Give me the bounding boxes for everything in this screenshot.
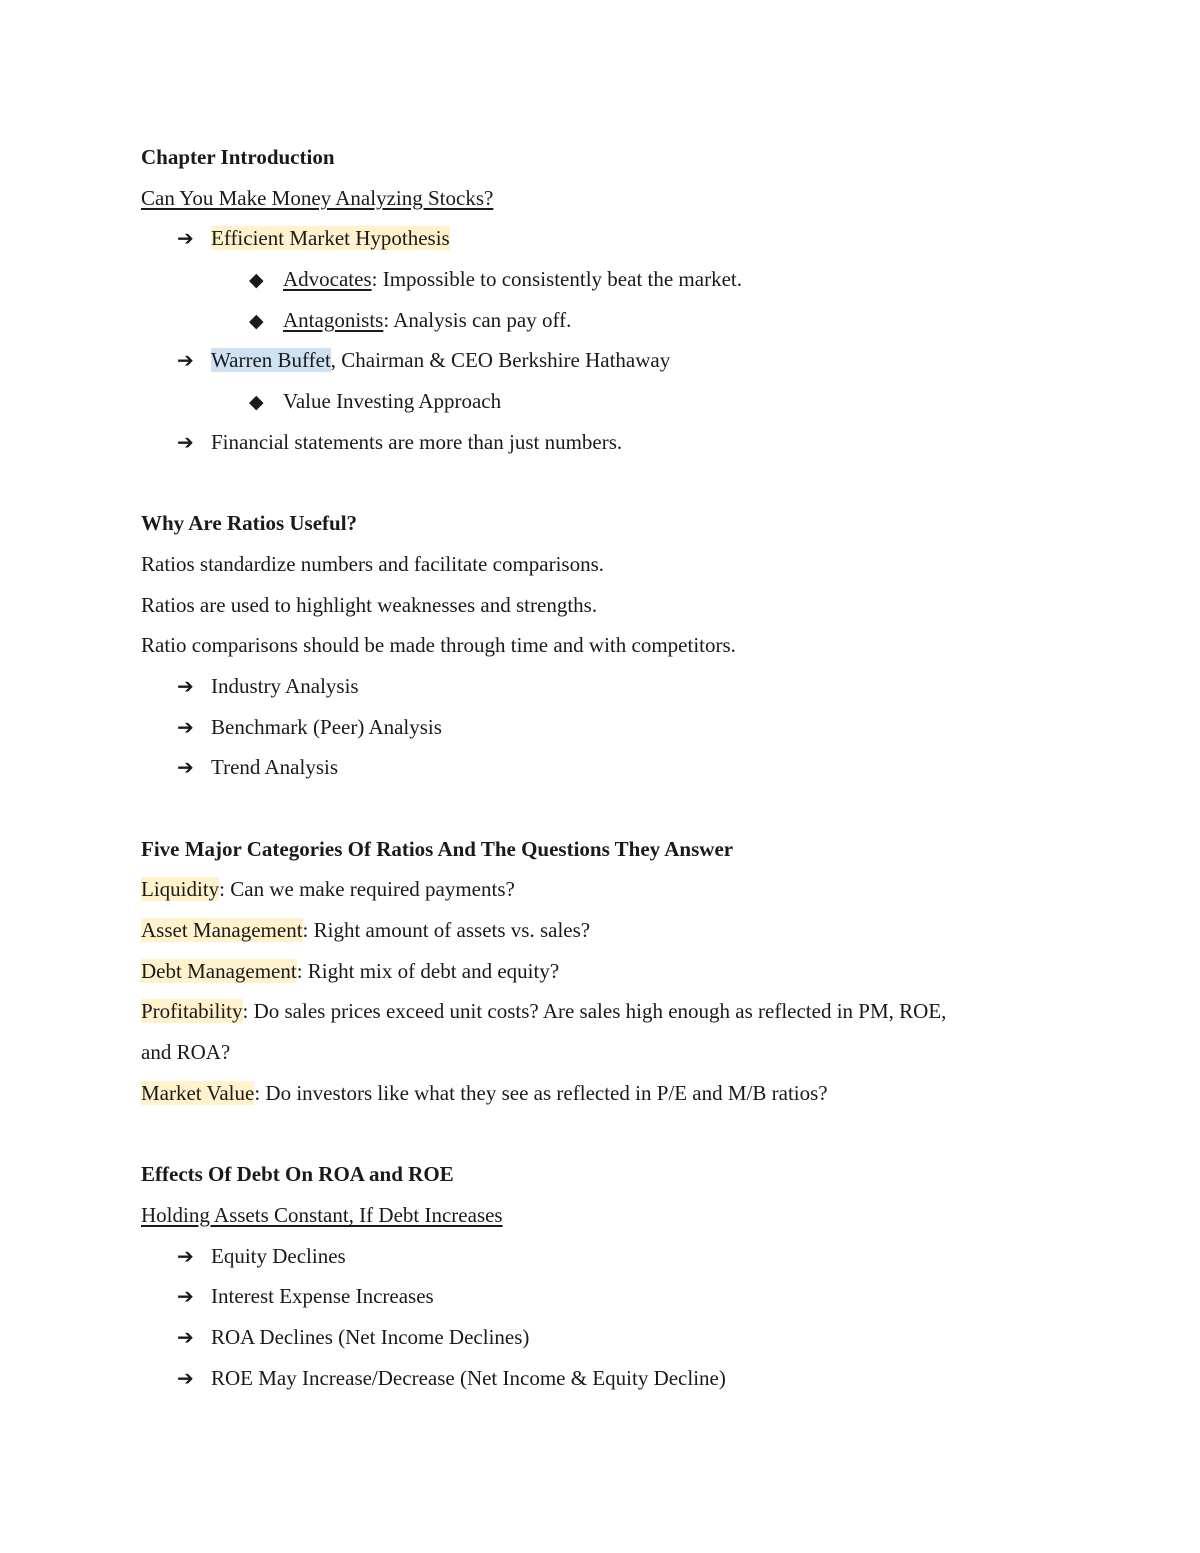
subheading-make-money: Can You Make Money Analyzing Stocks? [141, 185, 494, 210]
diamond-bullet-icon: ◆ [249, 391, 264, 414]
subheading-holding-assets: Holding Assets Constant, If Debt Increases [141, 1202, 503, 1227]
item-text: Value Investing Approach [283, 389, 502, 414]
item-text: : Can we make required payments? [219, 877, 515, 902]
list-item [141, 747, 1071, 788]
list-item [141, 666, 1071, 707]
highlighted-term: Asset Management [141, 918, 303, 943]
spacer [141, 463, 1071, 504]
right-arrow-icon: ➔ [177, 1243, 194, 1268]
right-arrow-icon: ➔ [177, 348, 194, 373]
paragraph: Ratio comparisons should be made through time and with competitors. [141, 633, 736, 658]
right-arrow-icon: ➔ [177, 1365, 194, 1390]
item-text: : Impossible to consistently beat the market. [371, 267, 742, 292]
highlighted-term: Warren Buffet [211, 348, 331, 373]
category-row [141, 910, 1071, 951]
list-item [141, 381, 1071, 422]
term-advocates: Advocates [283, 267, 372, 292]
diamond-bullet-icon: ◆ [249, 309, 264, 332]
list-item [141, 707, 1071, 748]
item-text: Interest Expense Increases [211, 1284, 434, 1309]
list-item [141, 300, 1071, 341]
category-row-continuation: and ROA? [141, 1040, 231, 1065]
list-item [141, 218, 1071, 259]
right-arrow-icon: ➔ [177, 1284, 194, 1309]
item-text: Financial statements are more than just numbers. [211, 429, 623, 454]
spacer [141, 1114, 1071, 1155]
category-row [141, 991, 1071, 1032]
item-text: : Right amount of assets vs. sales? [302, 918, 591, 943]
right-arrow-icon: ➔ [177, 226, 194, 251]
section-heading-five-categories: Five Major Categories Of Ratios And The Questions They Answer [141, 836, 734, 861]
category-row [141, 951, 1071, 992]
highlighted-term: Profitability [141, 999, 243, 1024]
item-text: Industry Analysis [211, 673, 359, 698]
paragraph: Ratios are used to highlight weaknesses and strengths. [141, 592, 598, 617]
document-body [141, 137, 1071, 1398]
list-item [141, 1276, 1071, 1317]
list-item [141, 1236, 1071, 1277]
term-antagonists: Antagonists [283, 307, 384, 332]
section-heading-chapter-introduction: Chapter Introduction [141, 145, 335, 169]
category-row [141, 1073, 1071, 1114]
category-row [141, 869, 1071, 910]
item-text: ROA Declines (Net Income Declines) [211, 1324, 530, 1349]
right-arrow-icon: ➔ [177, 755, 194, 780]
list-item [141, 340, 1071, 381]
list-item [141, 259, 1071, 300]
right-arrow-icon: ➔ [177, 673, 194, 698]
right-arrow-icon: ➔ [177, 1324, 194, 1349]
list-item [141, 422, 1071, 463]
highlighted-term: Efficient Market Hypothesis [211, 226, 450, 251]
item-text: Trend Analysis [211, 755, 338, 780]
section-heading-ratios-useful: Why Are Ratios Useful? [141, 511, 358, 536]
highlighted-term: Liquidity [141, 877, 220, 902]
item-text: , Chairman & CEO Berkshire Hathaway [330, 348, 671, 373]
item-text: : Analysis can pay off. [383, 307, 572, 332]
paragraph: Ratios standardize numbers and facilitate comparisons. [141, 551, 605, 576]
spacer [141, 788, 1071, 829]
item-text: : Do investors like what they see as reflected in P/E and M/B ratios? [254, 1080, 828, 1105]
item-text: : Do sales prices exceed unit costs? Are sales high enough as reflected in PM, ROE, [242, 999, 947, 1024]
item-text: Benchmark (Peer) Analysis [211, 714, 442, 739]
list-item [141, 1317, 1071, 1358]
highlighted-term: Debt Management [141, 958, 297, 983]
highlighted-term: Market Value [141, 1080, 255, 1105]
item-text: Equity Declines [211, 1243, 346, 1268]
item-text: : Right mix of debt and equity? [296, 958, 560, 983]
diamond-bullet-icon: ◆ [249, 269, 264, 292]
section-heading-effects-of-debt: Effects Of Debt On ROA and ROE [141, 1162, 454, 1187]
right-arrow-icon: ➔ [177, 429, 194, 454]
list-item [141, 1358, 1071, 1399]
item-text: ROE May Increase/Decrease (Net Income & Equity Decline) [211, 1365, 726, 1390]
right-arrow-icon: ➔ [177, 714, 194, 739]
